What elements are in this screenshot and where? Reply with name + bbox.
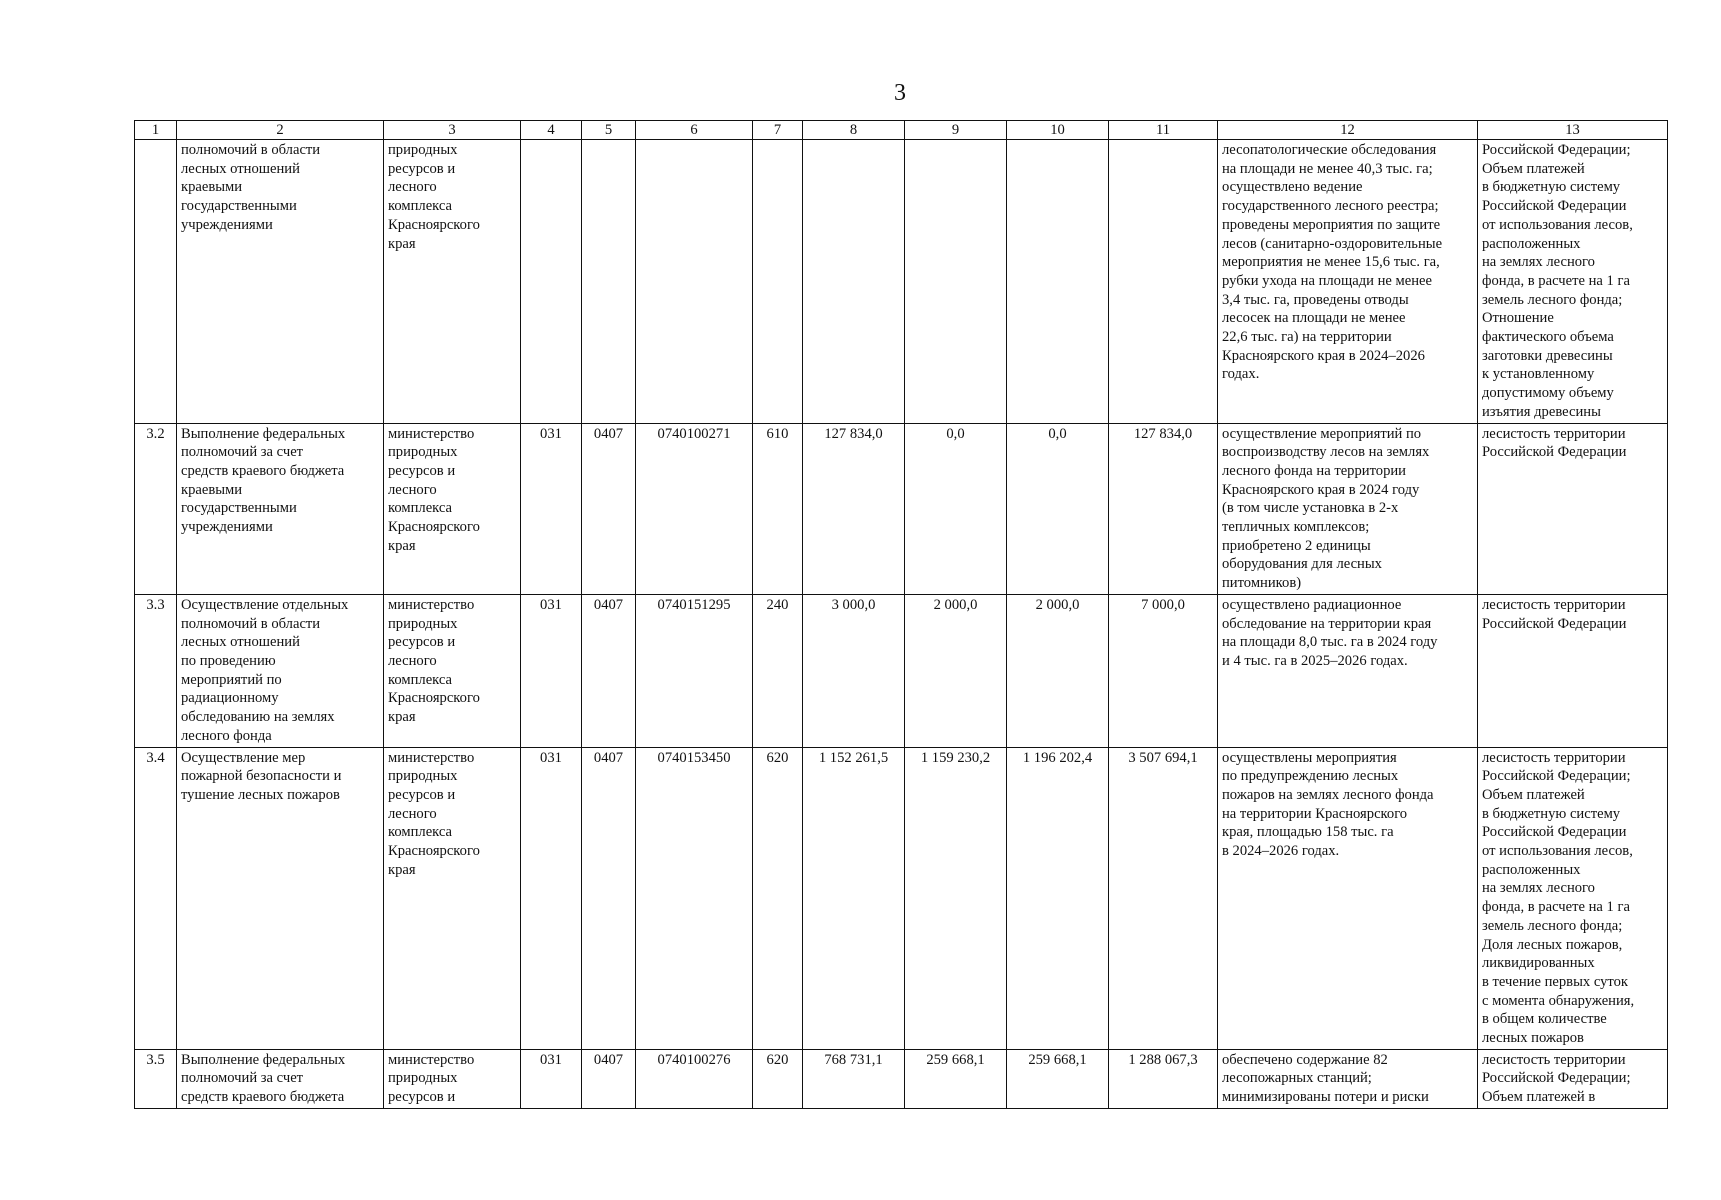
indicator-cell: лесистость территории Российской Федерации [1478,423,1668,594]
row-number-cell: 3.2 [135,423,177,594]
amount-2024-cell: 1 152 261,5 [803,747,905,1049]
amount-total-cell: 7 000,0 [1109,594,1218,747]
header-cell: 13 [1478,121,1668,140]
indicator-cell: лесистость территории Российской Федерации; Объем платежей в [1478,1049,1668,1108]
code-csr-cell: 0740151295 [636,594,753,747]
amount-2025-cell: 1 159 230,2 [905,747,1007,1049]
header-cell: 4 [521,121,582,140]
table-row [135,594,1668,747]
executor-cell: министерство природных ресурсов и лесного комплекса Красноярского края [384,594,521,747]
amount-2024-cell: 127 834,0 [803,423,905,594]
expected-result-cell: осуществлены мероприятия по предупреждению лесных пожаров на землях лесного фонда на территории Красноярского края, площадью 158 тыс. га в 2024–2026 годах. [1218,747,1478,1049]
code-csr-cell: 0740100276 [636,1049,753,1108]
activity-name-cell: полномочий в области лесных отношений краевыми государственными учреждениями [177,140,384,424]
activity-name-cell: Осуществление мер пожарной безопасности и тушение лесных пожаров [177,747,384,1049]
code-vr-cell [753,140,803,424]
indicator-cell: лесистость территории Российской Федерации; Объем платежей в бюджетную систему Российской Федерации от использования лесов, расположенных на землях лесного фонда, в расчете на 1 га земель лесного фонда; Доля лесных пожаров, ликвидированных в течение первых суток с момента обнаружения, в общем количестве лесных пожаров [1478,747,1668,1049]
header-cell: 2 [177,121,384,140]
activity-name-cell: Выполнение федеральных полномочий за счет средств краевого бюджета краевыми государственными учреждениями [177,423,384,594]
code-grbs-cell: 031 [521,1049,582,1108]
row-number-cell: 3.5 [135,1049,177,1108]
code-grbs-cell: 031 [521,423,582,594]
header-row [135,121,1668,140]
expected-result-cell: обеспечено содержание 82 лесопожарных станций; минимизированы потери и риски [1218,1049,1478,1108]
header-cell: 6 [636,121,753,140]
header-cell: 7 [753,121,803,140]
amount-2025-cell [905,140,1007,424]
amount-2024-cell [803,140,905,424]
amount-total-cell [1109,140,1218,424]
expected-result-cell: осуществлено радиационное обследование на территории края на площади 8,0 тыс. га в 2024 году и 4 тыс. га в 2025–2026 годах. [1218,594,1478,747]
code-rzpr-cell: 0407 [582,594,636,747]
table-row [135,747,1668,1049]
row-number-cell [135,140,177,424]
header-cell: 1 [135,121,177,140]
amount-2025-cell: 2 000,0 [905,594,1007,747]
amount-2026-cell: 1 196 202,4 [1007,747,1109,1049]
amount-total-cell: 127 834,0 [1109,423,1218,594]
amount-2024-cell: 3 000,0 [803,594,905,747]
amount-2026-cell: 259 668,1 [1007,1049,1109,1108]
header-cell: 8 [803,121,905,140]
table-row [135,423,1668,594]
amount-2025-cell: 259 668,1 [905,1049,1007,1108]
code-csr-cell: 0740100271 [636,423,753,594]
indicator-cell: Российской Федерации; Объем платежей в бюджетную систему Российской Федерации от использования лесов, расположенных на землях лесного фонда, в расчете на 1 га земель лесного фонда; Отношение фактического объема заготовки древесины к установленному допустимому объему изъятия древесины [1478,140,1668,424]
expected-result-cell: осуществление мероприятий по воспроизводству лесов на землях лесного фонда на территории Красноярского края в 2024 году (в том числе установка в 2-х тепличных комплексов; приобретено 2 единицы оборудования для лесных питомников) [1218,423,1478,594]
table-row [135,1049,1668,1108]
header-cell: 11 [1109,121,1218,140]
code-grbs-cell: 031 [521,747,582,1049]
amount-total-cell: 1 288 067,3 [1109,1049,1218,1108]
page-number: 3 [894,80,906,106]
row-number-cell: 3.4 [135,747,177,1049]
header-cell: 12 [1218,121,1478,140]
activity-name-cell: Выполнение федеральных полномочий за счет средств краевого бюджета [177,1049,384,1108]
code-rzpr-cell: 0407 [582,747,636,1049]
code-csr-cell: 0740153450 [636,747,753,1049]
code-vr-cell: 620 [753,747,803,1049]
executor-cell: министерство природных ресурсов и лесного комплекса Красноярского края [384,423,521,594]
code-grbs-cell: 031 [521,594,582,747]
header-cell: 10 [1007,121,1109,140]
header-cell: 9 [905,121,1007,140]
amount-2025-cell: 0,0 [905,423,1007,594]
activity-name-cell: Осуществление отдельных полномочий в области лесных отношений по проведению мероприятий по радиационному обследованию на землях лесного фонда [177,594,384,747]
code-vr-cell: 610 [753,423,803,594]
code-rzpr-cell: 0407 [582,1049,636,1108]
expected-result-cell: лесопатологические обследования на площади не менее 40,3 тыс. га; осуществлено ведение государственного лесного реестра; проведены мероприятия по защите лесов (санитарно-оздоровительные мероприятия не менее 15,6 тыс. га, рубки ухода на площади не менее 3,4 тыс. га, проведены отводы лесосек на площади не менее 22,6 тыс. га) на территории Красноярского края в 2024–2026 годах. [1218,140,1478,424]
amount-2026-cell: 0,0 [1007,423,1109,594]
code-vr-cell: 240 [753,594,803,747]
amount-total-cell: 3 507 694,1 [1109,747,1218,1049]
header-cell: 5 [582,121,636,140]
executor-cell: природных ресурсов и лесного комплекса Красноярского края [384,140,521,424]
program-activities-table [134,120,1668,1109]
row-number-cell: 3.3 [135,594,177,747]
code-grbs-cell [521,140,582,424]
executor-cell: министерство природных ресурсов и [384,1049,521,1108]
code-csr-cell [636,140,753,424]
indicator-cell: лесистость территории Российской Федерации [1478,594,1668,747]
amount-2026-cell: 2 000,0 [1007,594,1109,747]
code-rzpr-cell: 0407 [582,423,636,594]
table-row [135,140,1668,424]
amount-2026-cell [1007,140,1109,424]
code-rzpr-cell [582,140,636,424]
code-vr-cell: 620 [753,1049,803,1108]
executor-cell: министерство природных ресурсов и лесного комплекса Красноярского края [384,747,521,1049]
amount-2024-cell: 768 731,1 [803,1049,905,1108]
header-cell: 3 [384,121,521,140]
